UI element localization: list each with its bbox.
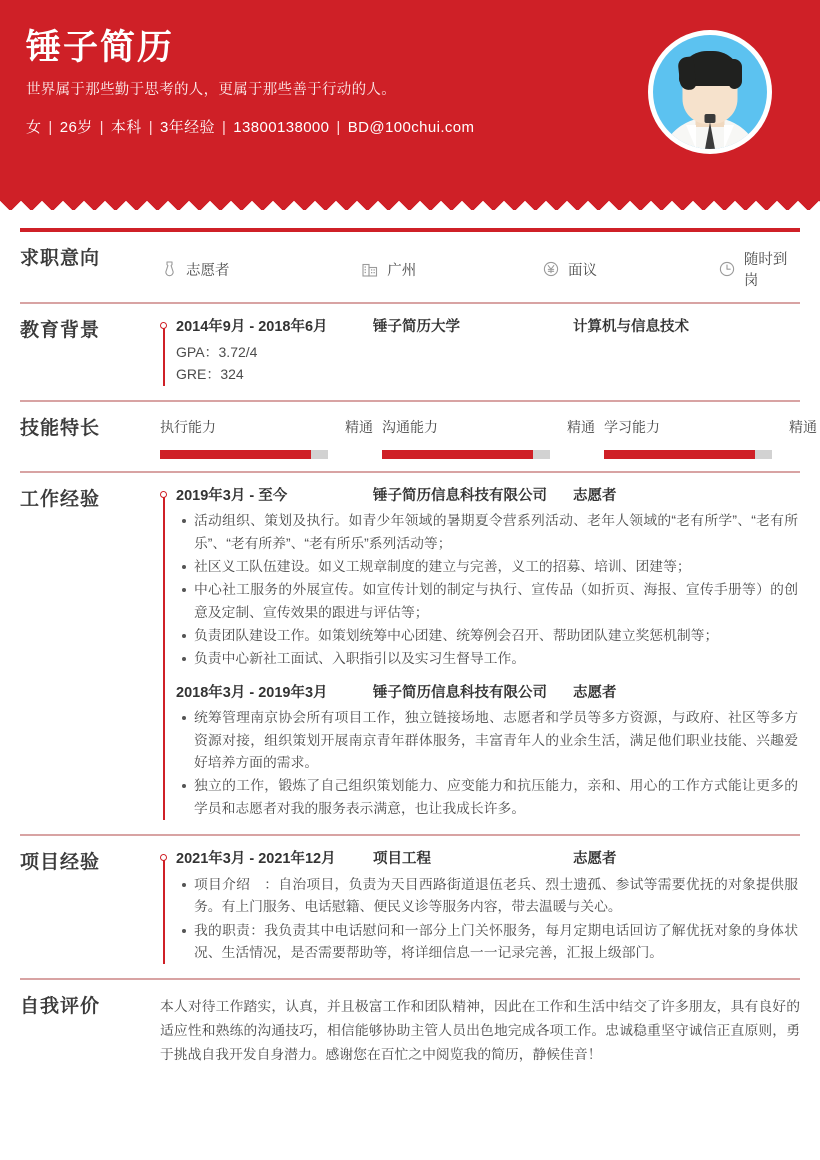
meta-item: 女: [26, 119, 42, 136]
project-entry: [176, 849, 800, 964]
work-entry: [176, 683, 800, 820]
section-title-skills: 技能特长: [20, 417, 101, 439]
skill-progress-track: [604, 450, 772, 459]
avatar-hair-left-icon: [677, 56, 696, 90]
avatar-hair-right-icon: [729, 59, 742, 89]
skill-head: [604, 417, 817, 437]
meta-separator: |: [48, 119, 53, 136]
skill-progress-fill: [382, 450, 533, 459]
avatar-tie: [705, 122, 715, 149]
yen-circle-icon: [542, 260, 560, 278]
skill-level: 精通: [567, 418, 595, 435]
skill-level: 精通: [789, 418, 817, 435]
meta-item: 26岁: [59, 119, 93, 136]
page-title: 锤子简历: [26, 28, 175, 67]
list-item: 项目介绍 ：自治项目，负责为天目西路街道退伍老兵、烈士遗孤、参试等需要优抚的对象提供服务。有上门服务、电话慰籍、便民义诊等服务内容，带去温暖与关心。: [194, 874, 800, 919]
work-bullets: [176, 707, 800, 820]
avatar: [648, 30, 772, 154]
meta-item: 3年经验: [160, 119, 215, 136]
section-title-project-experience: 项目经验: [20, 852, 101, 874]
work-company: 锤子简历信息科技有限公司: [373, 487, 547, 504]
list-item: 负责中心新社工面试、入职指引以及实习生督导工作。: [194, 648, 800, 670]
section-body-skills: [160, 415, 817, 459]
education-details: [176, 339, 800, 386]
entry-spacer: [176, 673, 800, 683]
intent-item-availability: [718, 248, 800, 290]
skill-item: [160, 417, 373, 459]
skill-name: 沟通能力: [382, 418, 438, 435]
work-date: 2018年3月 - 2019年3月: [176, 684, 328, 701]
section-work-experience: [0, 473, 820, 835]
list-item: 我的职责：我负责其中电话慰问和一部分上门关怀服务，每月定期电话回访了解优抚对象的身体状况、生活情况，是否需要帮助等，将详细信息一一记录完善，汇报上级部门。: [194, 920, 800, 965]
skill-progress-fill: [604, 450, 755, 459]
section-job-intention: [0, 232, 820, 302]
project-bullets: [176, 874, 800, 964]
project-date: 2021年3月 - 2021年12月: [176, 851, 336, 868]
intent-city-label: 广州: [387, 262, 417, 279]
meta-item: BD@100chui.com: [347, 119, 475, 136]
intent-item-position: [160, 259, 361, 280]
list-item: 社区义工队伍建设。如义工规章制度的建立与完善，义工的招募、培训、团建等；: [194, 556, 800, 578]
section-skills: [0, 402, 820, 471]
education-entry: [176, 317, 800, 386]
intent-item-salary: [542, 259, 718, 280]
work-entry-head: [176, 683, 800, 705]
resume-header: [0, 0, 820, 210]
education-gpa: GPA：3.72/4: [176, 343, 258, 360]
intent-item-city: [361, 259, 542, 280]
zigzag-divider: [0, 197, 820, 210]
section-education: [0, 304, 820, 400]
self-evaluation-text: 本人对待工作踏实，认真，并且极富工作和团队精神，因此在工作和生活中结交了许多朋友，具有良好的适应性和熟练的沟通技巧，相信能够协助主管人员出色地完成各项工作。忠诚稳重坚守诚信正直原则，勇于挑战自我开发自身潜力。感谢您在百忙之中阅览我的简历，静候佳音！: [160, 999, 800, 1062]
meta-item: 13800138000: [233, 119, 330, 136]
meta-separator: |: [148, 119, 153, 136]
timeline-line: [163, 494, 165, 821]
avatar-tie-knot: [705, 114, 716, 123]
header-text-block: [26, 28, 586, 101]
work-role: 志愿者: [573, 487, 617, 504]
section-title-education: 教育背景: [20, 320, 101, 341]
skill-item: [382, 417, 595, 459]
list-item: 活动组织、策划及执行。如青少年领域的暑期夏令营系列活动、老年人领域的“老有所学”、“老有所乐”、“老有所养”、“老有所乐”系列活动等；: [194, 510, 800, 555]
skill-head: [160, 417, 373, 437]
education-date: 2014年9月 - 2018年6月: [176, 319, 328, 335]
work-bullets: [176, 510, 800, 670]
education-gre: GRE：324: [176, 366, 244, 383]
section-body-job-intention: [160, 245, 800, 290]
timeline-dot: [160, 854, 167, 861]
section-title-self-evaluation: 自我评价: [20, 996, 101, 1018]
section-body-self-evaluation: [160, 993, 800, 1066]
education-school: 锤子简历大学: [373, 319, 460, 335]
intent-availability-label: 随时到岗: [743, 252, 788, 289]
section-body-project-experience: [160, 849, 800, 966]
work-entry-head: [176, 486, 800, 508]
section-title-job-intention: 求职意向: [20, 248, 101, 269]
project-timeline: [160, 849, 800, 964]
education-timeline: [160, 317, 800, 386]
necktie-icon: [160, 260, 178, 278]
skill-progress-track: [160, 450, 328, 459]
intent-position-label: 志愿者: [186, 262, 230, 279]
timeline-line: [163, 325, 165, 386]
timeline-dot: [160, 322, 167, 329]
section-self-evaluation: [0, 980, 820, 1078]
skill-progress-fill: [160, 450, 311, 459]
job-intention-row: [160, 245, 800, 290]
timeline-line: [163, 857, 165, 964]
meta-separator: |: [99, 119, 104, 136]
resume-body: [0, 228, 820, 1078]
section-title-work-experience: 工作经验: [20, 488, 101, 510]
meta-item: 本科: [110, 119, 142, 136]
skill-name: 执行能力: [160, 418, 216, 435]
section-body-education: [160, 317, 800, 388]
skill-head: [382, 417, 595, 437]
list-item: 统筹管理南京协会所有项目工作，独立链接场地、志愿者和学员等多方资源，与政府、社区等多方资源对接，组织策划开展南京青年群体服务，丰富青年人的业余生活，满足他们职业技能、兴趣爱好培养方面的需求。: [194, 707, 800, 774]
work-timeline: [160, 486, 800, 821]
education-major: 计算机与信息技术: [573, 319, 689, 335]
project-role: 志愿者: [573, 851, 617, 868]
section-body-work-experience: [160, 486, 800, 823]
skills-row: [160, 415, 817, 459]
education-entry-head: [176, 317, 800, 339]
skill-progress-track: [382, 450, 550, 459]
intent-salary-label: 面议: [568, 262, 598, 279]
list-item: 中心社工服务的外展宣传。如宣传计划的制定与执行、宣传品（如折页、海报、宣传手册等）的创意及定制、宣传效果的跟进与评估等；: [194, 579, 800, 624]
header-motto: 世界属于那些勤于思考的人，更属于那些善于行动的人。: [26, 82, 396, 99]
work-role: 志愿者: [573, 684, 617, 701]
section-project-experience: [0, 836, 820, 978]
project-entry-head: [176, 849, 800, 871]
header-meta-line: [26, 116, 474, 137]
building-icon: [361, 260, 379, 278]
meta-separator: |: [221, 119, 227, 136]
skill-level: 精通: [345, 418, 373, 435]
project-name: 项目工程: [373, 851, 431, 868]
clock-icon: [718, 260, 736, 278]
list-item: 负责团队建设工作。如策划统筹中心团建、统筹例会召开、帮助团队建立奖惩机制等；: [194, 625, 800, 647]
work-entry: [176, 486, 800, 671]
meta-separator: |: [336, 119, 341, 136]
work-company: 锤子简历信息科技有限公司: [373, 684, 547, 701]
avatar-collar-right: [724, 125, 734, 149]
avatar-illustration: [653, 35, 767, 149]
skill-item: [604, 417, 817, 459]
skill-name: 学习能力: [604, 418, 660, 435]
timeline-dot: [160, 491, 167, 498]
work-date: 2019年3月 - 至今: [176, 487, 288, 504]
avatar-collar-left: [686, 125, 696, 149]
list-item: 独立的工作，锻炼了自己组织策划能力、应变能力和抗压能力，亲和、用心的工作方式能让更多的学员和志愿者对我的服务表示满意，也让我成长许多。: [194, 775, 800, 820]
